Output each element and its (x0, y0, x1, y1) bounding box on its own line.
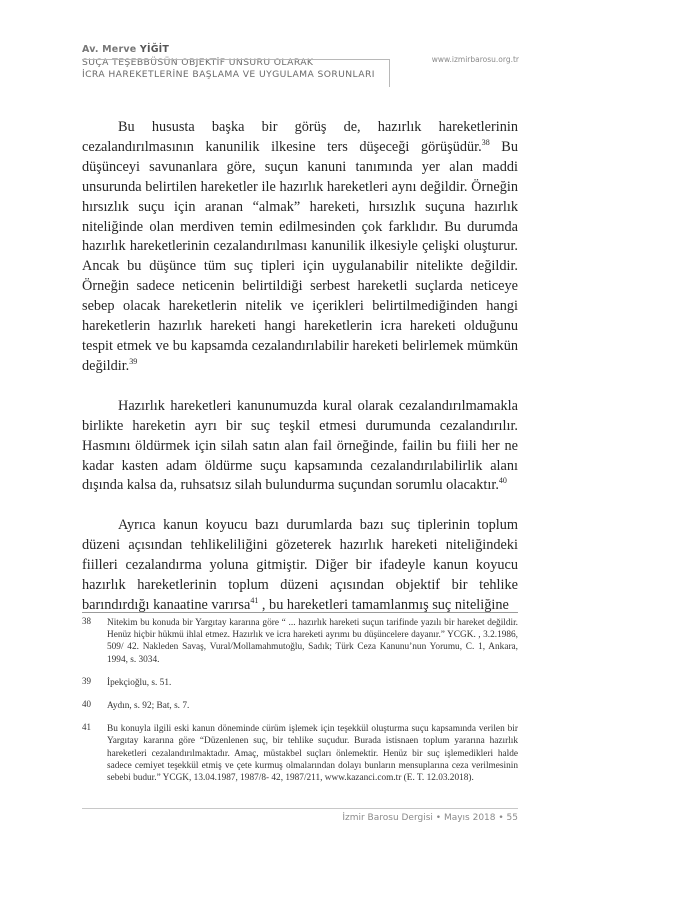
footnote-number: 39 (82, 675, 91, 686)
website-url[interactable]: www.izmirbarosu.org.tr (431, 55, 519, 64)
author-surname: YİĞİT (139, 44, 170, 55)
footnote-divider (82, 612, 518, 613)
footnote-number: 41 (82, 722, 91, 733)
body-text (82, 118, 518, 616)
journal-name: İzmir Barosu Dergisi (342, 813, 433, 823)
footnote-40 (82, 700, 518, 712)
article-title-line2: İCRA HAREKETLERİNE BAŞLAMA VE UYGULAMA SORUNLARI (82, 68, 375, 80)
footnote-number: 38 (82, 616, 91, 626)
header-side-rule (389, 59, 390, 87)
footnote-text: Nitekim bu konuda bir Yargıtay kararına göre “ ... hazırlık hareketi suçun tarifinde yazılı bir hareket değildir. Henüz hiçbir hükmü ihlal etmez. Hazırlık ve icra hareketi ayrımı bu düşüncelere dayanır.” YCGK. , 3.2.1986, 509/ 42. Nakleden Savaş, Vural/Mollamahmutoğlu, Sadık; Türk Ceza Kanunu’nun Yorumu, C. 1, Ankara, 1994, s. 3034. (107, 618, 518, 665)
article-title-line1: SUÇA TEŞEBBÜSÜN OBJEKTİF UNSURU OLARAK (82, 57, 314, 68)
footnote-number: 40 (82, 699, 91, 710)
author-prefix: Av. Merve (82, 44, 140, 55)
header-rule (82, 59, 389, 60)
issue-date: Mayıs 2018 (443, 813, 496, 823)
footnote-ref-41[interactable]: 41 (250, 596, 259, 606)
footnote-ref-39[interactable]: 39 (129, 357, 138, 367)
footnote-38 (82, 617, 518, 666)
footnotes (82, 617, 518, 795)
footnote-ref-40[interactable]: 40 (498, 476, 507, 486)
footer-rule (82, 808, 518, 809)
paragraph-3: Ayrıca kanun koyucu bazı durumlarda bazı suç tiplerinin toplum düzeni açısından tehlikeliliğini gözeterek hazırlık hareketi niteliğindeki fiilleri cezalandırma yoluna gitmiştir. Diğer bir ifadeyle kanun koyucu hazırlık hareketlerinin toplum düzeni açısından objektif bir tehlike barındırdığı kanaatine varırsa$^{41}$ , bu hareketleri tamamlanmış suç niteliğine (82, 517, 518, 613)
page-footer: İzmir Barosu Dergisi • Mayıs 2018 • 55 (342, 813, 518, 823)
paragraph-1: Bu hususta başka bir görüş de, hazırlık hareketlerinin cezalandırılmasının kanunilik ilkesine ters düşeceği görüşüdür.$^{38}$ Bu düşünceyi savunanlara göre, suçun kanuni tanımında yer alan maddi unsurunda belirtilen hareketler ile hazırlık hareketleri aynı değildir. Örneğin hırsızlık suçu için aranan “almak” hareketi, hırsızlık suçuna hazırlık niteliğinde olan merdiven temin edilmesinden çok farklıdır. Bu durumda hazırlık hareketlerinin cezalandırılması kanunilik ilkesiyle çelişki oluşturur. Ancak bu düşünce tüm suç tipleri için uygulanabilir nitelikte değildir. Örneğin sadece neticenin belirtildiği serbest hareketli suçlarda neticeye sebep olacak hareketlerin nitelik ve içerikleri belirtilmediğinden hangi hareketlerin hazırlık hareketi hangi hareketlerin icra hareketi olduğunu tespit etmek ve bu kapsamda cezalandırılabilir hareketi belirlemek mümkün değildir.$^{39}$ (82, 119, 518, 374)
footnote-ref-38[interactable]: 38 (481, 138, 490, 148)
footnote-text: Aydın, s. 92; Bat, s. 7. (107, 701, 190, 712)
footnote-text: Bu konuyla ilgili eski kanun döneminde cürüm işlemek için teşekkül oluşturma suçu kapsamında verilen bir Yargıtay kararına göre “Düzenlenen suç, bir tehlike suçudur. Burada istisnaen toplum yararına hazırlık hareketleri cezalandırılmaktadır. Amaç, müstakbel suçları önlemektir. Henüz bir suç işlemedikleri halde sadece cemiyet teşekkül etmiş ve çete kurmuş olmalarından dolayı bunların mensuplarına ceza verilmesinin sebebi budur.” YCGK, 13.04.1987, 1987/8- 42, 1987/211, www.kazanci.com.tr (E. T. 12.03.2018). (107, 724, 518, 784)
footnote-41 (82, 723, 518, 784)
footnote-39 (82, 677, 518, 689)
footnote-text: İpekçioğlu, s. 51. (107, 677, 172, 688)
page-number: 55 (506, 813, 518, 823)
paragraph-2: Hazırlık hareketleri kanunumuzda kural olarak cezalandırılmamakla birlikte hareketin ayrı bir suç teşkil etmesi durumunda cezalandırılır. Hasmını öldürmek için silah satın alan fail örneğinde, failin bu fiili her ne kadar kasten adam öldürme suçu kapsamında cezalandırılabilirlik alanı dışında kalsa da, ruhsatsız silah bulundurma suçundan sorumlu olacaktır.$^{40}$ (82, 397, 518, 494)
